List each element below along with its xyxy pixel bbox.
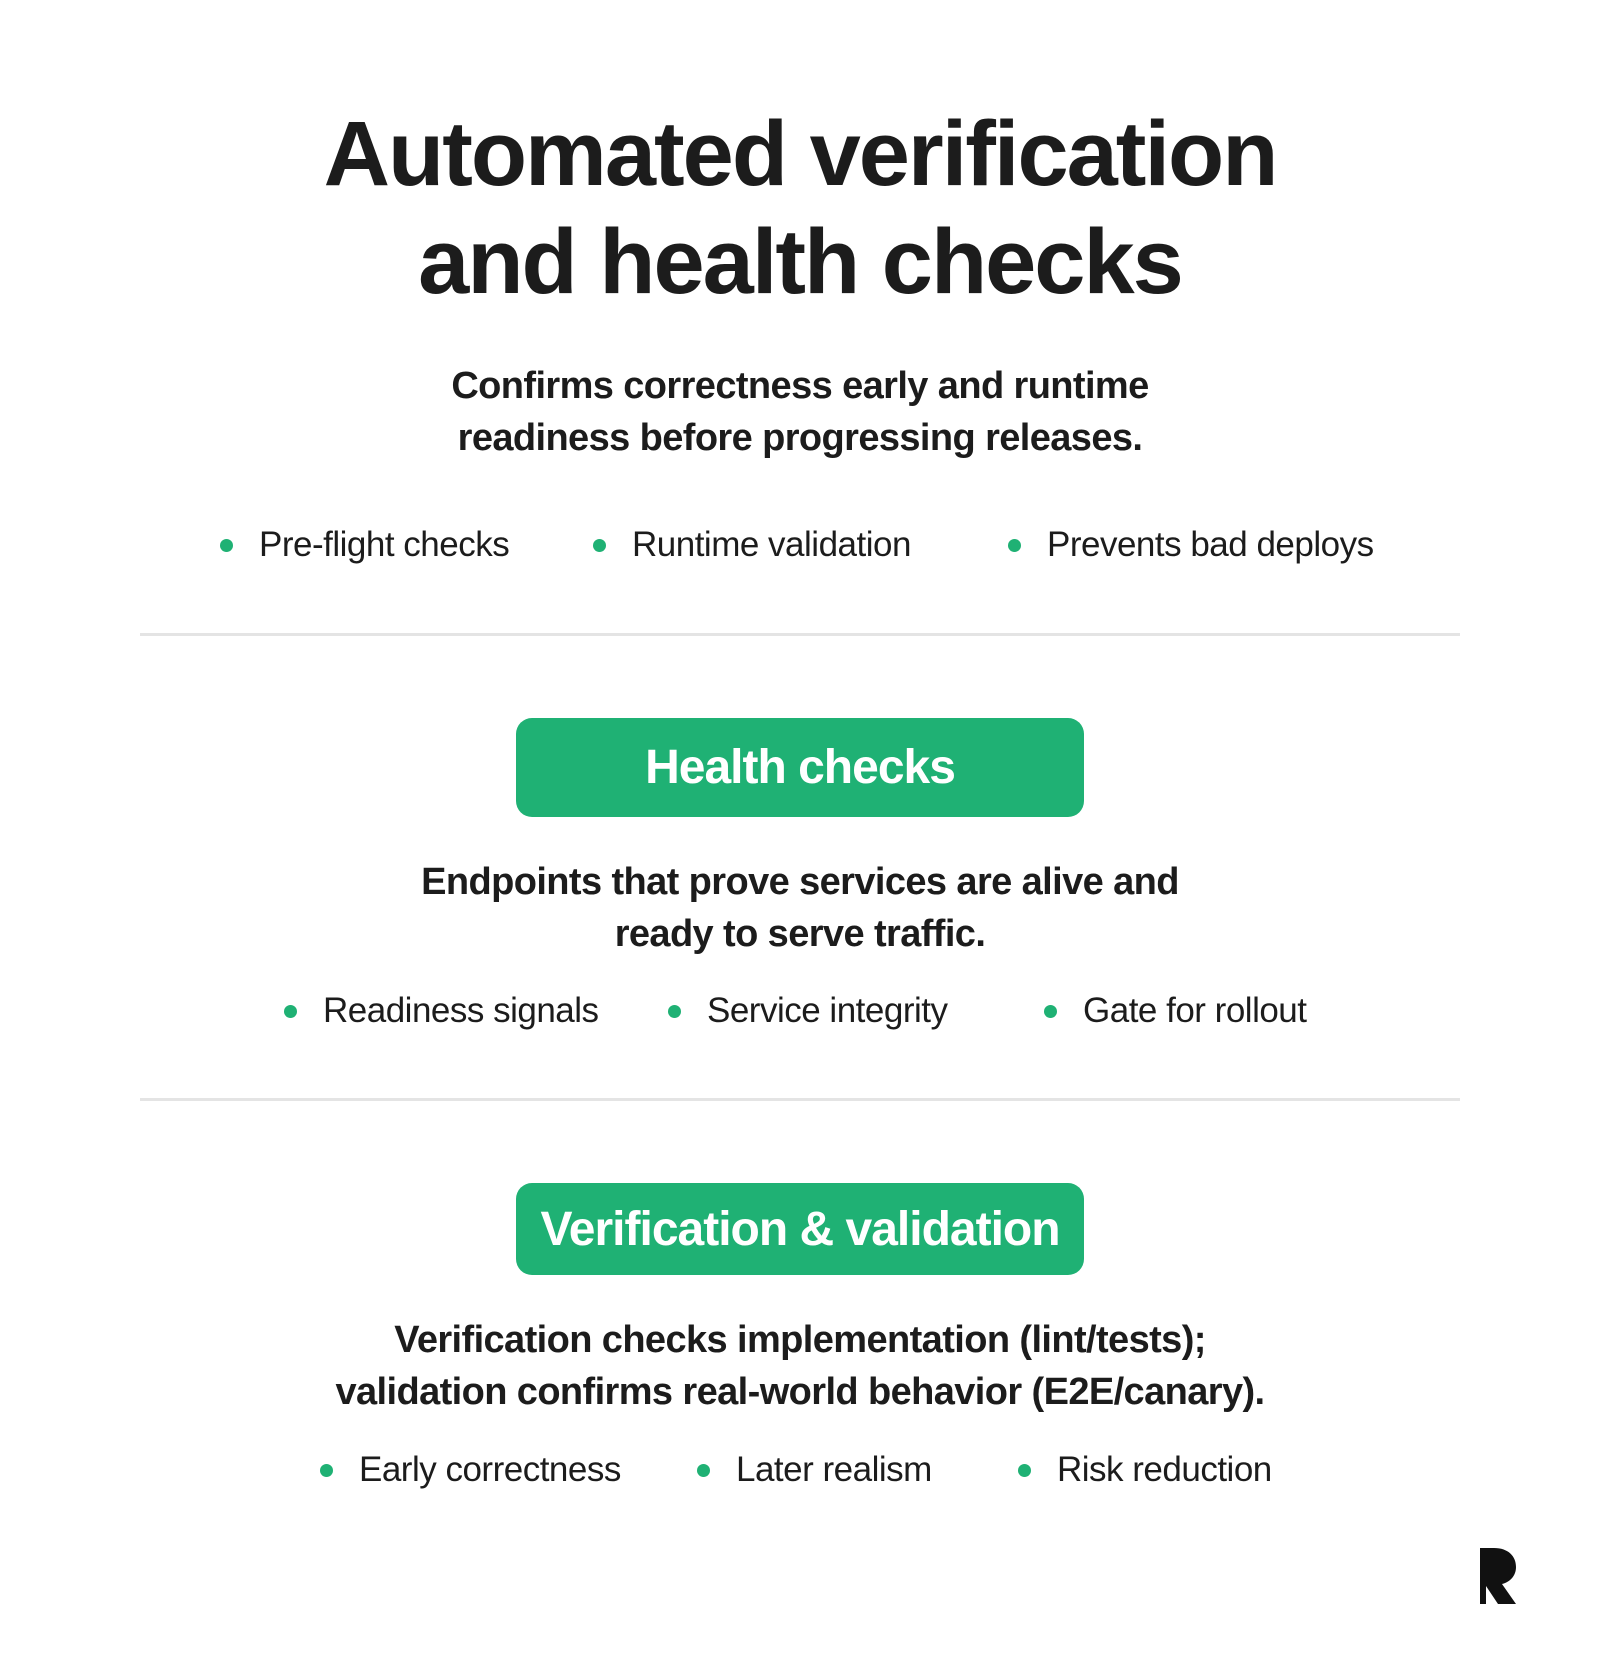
section-divider <box>140 633 1460 636</box>
bullet-dot-icon <box>1018 1464 1031 1477</box>
health-checks-description <box>0 856 1600 960</box>
bullet-dot-icon <box>697 1464 710 1477</box>
bullet-dot-icon <box>668 1005 681 1018</box>
intro-bullet-item <box>220 520 509 570</box>
verification-bullet-list <box>0 1445 1600 1495</box>
bullet-label: Pre-flight checks <box>259 525 510 564</box>
intro-bullet-list <box>0 520 1600 570</box>
intro-bullet-item <box>1008 520 1374 570</box>
bullet-label: Later realism <box>736 1450 932 1489</box>
verification-bullet-item <box>320 1445 621 1495</box>
page-title <box>0 100 1600 316</box>
page-title-line2: and health checks <box>418 211 1182 313</box>
verification-bullet-item <box>697 1445 932 1495</box>
bullet-label: Early correctness <box>359 1450 621 1489</box>
bullet-dot-icon <box>320 1464 333 1477</box>
bullet-dot-icon <box>284 1005 297 1018</box>
verification-description-line1: Verification checks implementation (lint/tests); <box>394 1319 1206 1361</box>
bullet-label: Runtime validation <box>632 525 911 564</box>
verification-description <box>0 1314 1600 1418</box>
section-divider <box>140 1098 1460 1101</box>
bullet-dot-icon <box>220 539 233 552</box>
health-checks-bullet-list <box>0 986 1600 1036</box>
intro-subtitle <box>0 360 1600 464</box>
bullet-label: Gate for rollout <box>1083 991 1307 1030</box>
bullet-label: Risk reduction <box>1057 1450 1272 1489</box>
bullet-label: Prevents bad deploys <box>1047 525 1374 564</box>
health-checks-bullet-item <box>668 986 947 1036</box>
intro-subtitle-line2: readiness before progressing releases. <box>457 417 1143 459</box>
page-title-line1: Automated verification <box>323 103 1277 205</box>
brand-r-logo-icon <box>1480 1548 1516 1604</box>
health-checks-bullet-item <box>1044 986 1307 1036</box>
health-checks-description-line1: Endpoints that prove services are alive and <box>421 861 1179 903</box>
intro-bullet-item <box>593 520 911 570</box>
intro-subtitle-line1: Confirms correctness early and runtime <box>451 365 1149 407</box>
verification-section-label: Verification & validation <box>516 1183 1084 1275</box>
bullet-dot-icon <box>1044 1005 1057 1018</box>
health-checks-bullet-item <box>284 986 599 1036</box>
bullet-dot-icon <box>1008 539 1021 552</box>
verification-bullet-item <box>1018 1445 1272 1495</box>
bullet-label: Service integrity <box>707 991 948 1030</box>
bullet-dot-icon <box>593 539 606 552</box>
verification-description-line2: validation confirms real-world behavior (E2E/canary). <box>335 1371 1265 1413</box>
health-checks-section-label: Health checks <box>516 718 1084 817</box>
health-checks-description-line2: ready to serve traffic. <box>614 913 986 955</box>
bullet-label: Readiness signals <box>323 991 599 1030</box>
